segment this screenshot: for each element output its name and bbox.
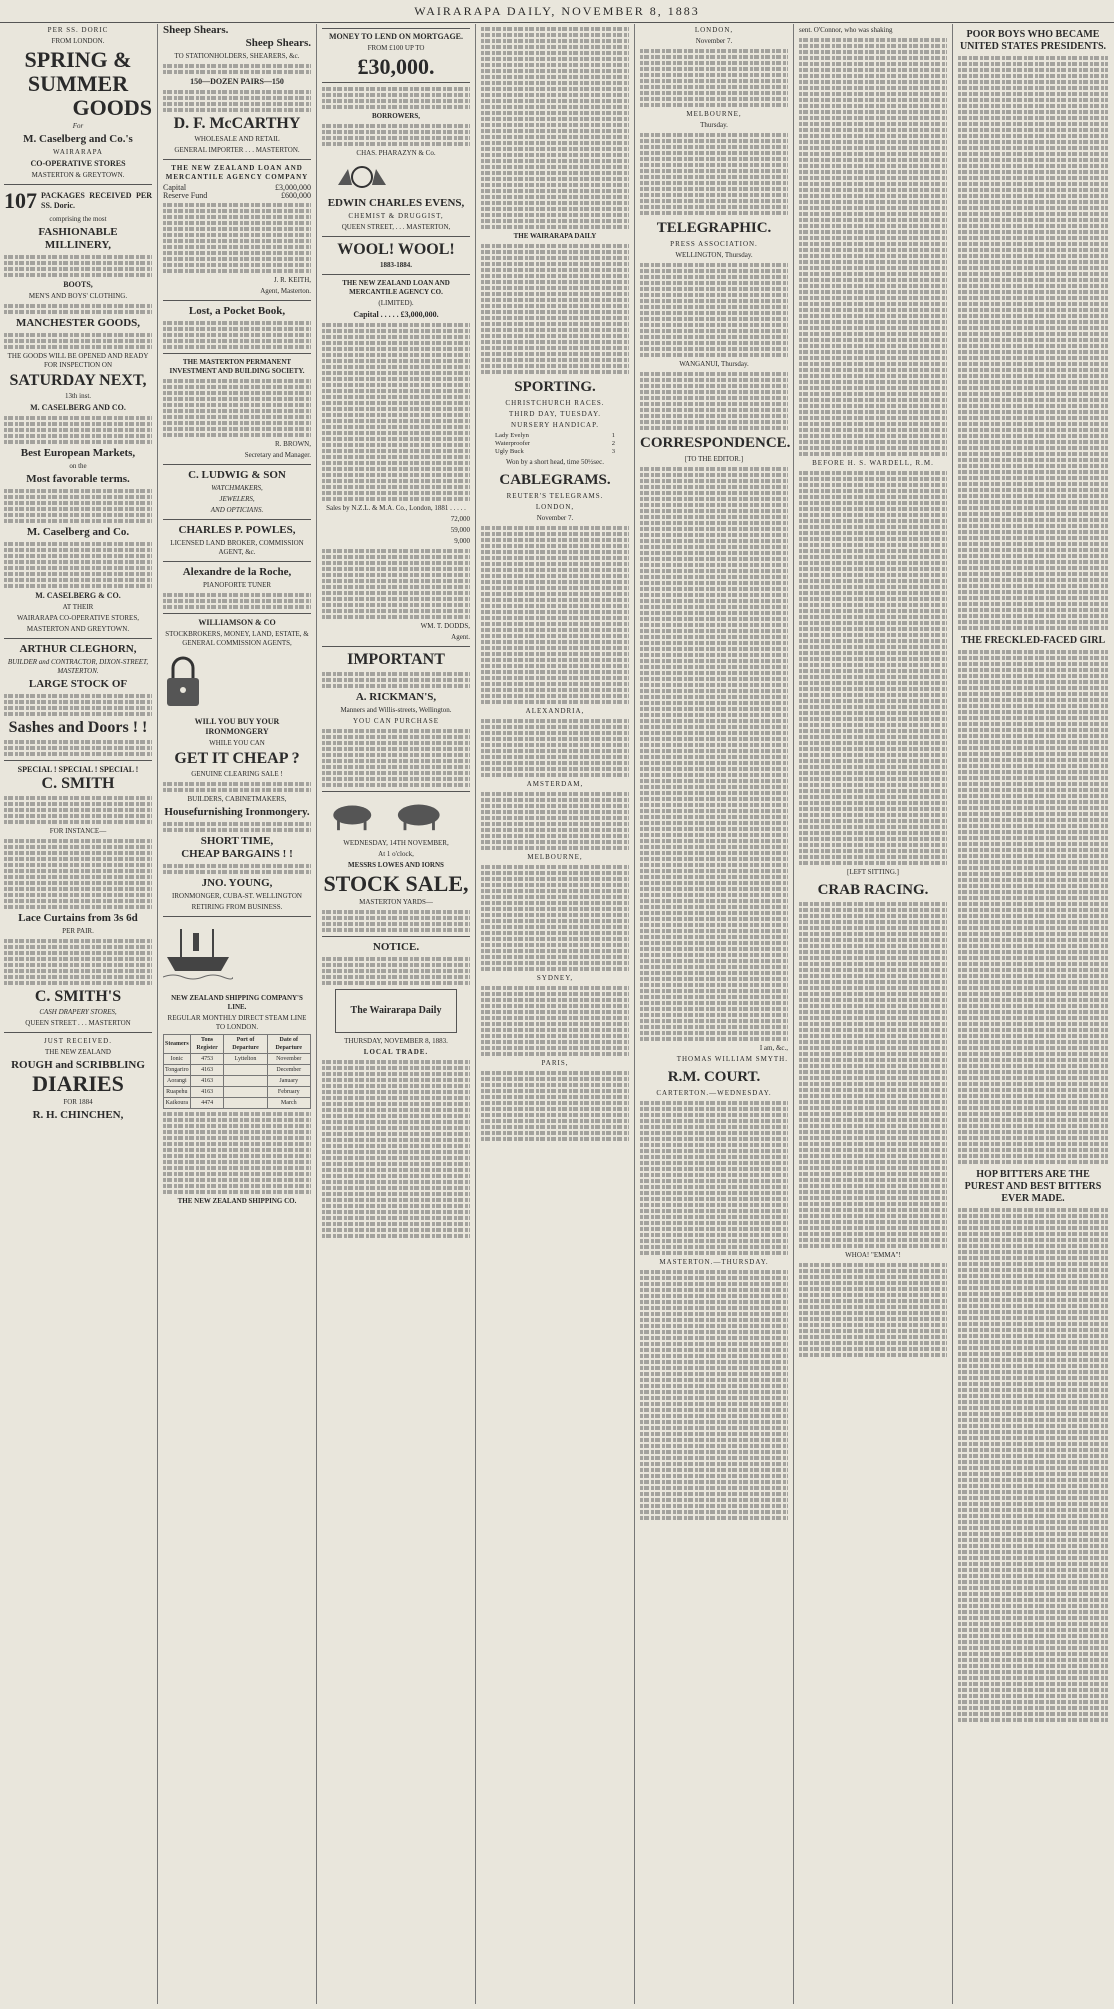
smith-heading: C. SMITH <box>41 775 115 792</box>
column-2 <box>159 24 315 2004</box>
short-heading: SHORT TIME, <box>200 835 274 847</box>
column-rule <box>157 24 158 2004</box>
shears-heading-2: Sheep Shears. <box>245 37 311 49</box>
best-markets: Best European Markets, <box>20 447 136 459</box>
stockbrokers-label: STOCKBROKERS, MONEY, LAND, ESTATE, & GENERAL COMMISSION AGENTS, <box>165 630 309 647</box>
money-amount: £30,000. <box>357 54 435 79</box>
table-cell <box>224 1098 267 1109</box>
builders-label: BUILDERS, CABINETMAKERS, <box>187 795 287 803</box>
keith-name: J. R. KEITH, <box>273 276 311 284</box>
nz-loan-heading: THE NEW ZEALAND LOAN AND MERCANTILE AGENCY CO. <box>342 279 450 296</box>
editor-label: [TO THE EDITOR.] <box>684 455 744 463</box>
table-cell: Ruapehu <box>164 1087 191 1098</box>
house-heading: Housefurnishing Ironmongery. <box>164 806 310 818</box>
melbourne-dateline-5: MELBOURNE, <box>686 110 742 118</box>
importer-label: GENERAL IMPORTER . . . MASTERTON. <box>174 146 300 154</box>
fashionable-heading: FASHIONABLE <box>38 226 118 238</box>
column-4 <box>477 24 633 2004</box>
sales-value: 59,000 <box>450 526 470 534</box>
table-cell: Tongariro <box>164 1065 191 1076</box>
column-5 <box>636 24 792 2004</box>
purchase-label: YOU CAN PURCHASE <box>352 717 439 725</box>
ludwig-heading: C. LUDWIG & SON <box>188 469 286 481</box>
royal-arms-icon <box>322 163 402 191</box>
capital-value: £3,000,000 <box>275 183 311 192</box>
for-label: For <box>72 122 84 130</box>
firm-name-4: M. CASELBERG & CO. <box>35 591 121 600</box>
chemist-label: CHEMIST & DRUGGIST, <box>348 212 444 220</box>
placing-row <box>481 432 629 440</box>
jewelers-label: JEWELERS, <box>219 495 255 503</box>
brown-title: Secretary and Manager. <box>244 451 311 459</box>
shears-heading: Sheep Shears. <box>163 24 229 36</box>
rickman-heading: A. RICKMAN'S, <box>355 691 437 703</box>
horse-name: Waterproofer <box>495 440 530 447</box>
table-cell: 4163 <box>190 1076 224 1087</box>
amsterdam-dateline: AMSTERDAM, <box>526 780 584 788</box>
loan-heading: THE NEW ZEALAND LOAN AND MERCANTILE AGENCY COMPANY <box>165 164 309 181</box>
masterton-heading: MASTERTON.—THURSDAY. <box>659 1258 769 1266</box>
shipping-company: THE NEW ZEALAND SHIPPING CO. <box>177 1197 297 1205</box>
table-cell: March <box>267 1098 311 1109</box>
from-label: FROM LONDON. <box>51 37 105 45</box>
borrowers-label: BORROWERS, <box>371 112 421 120</box>
placing-row <box>481 440 629 448</box>
retiring-label: RETIRING FROM BUSINESS. <box>191 903 283 911</box>
wardell-heading: BEFORE H. S. WARDELL, R.M. <box>812 459 934 467</box>
wool-season: 1883-1884. <box>379 261 413 269</box>
brown-name: R. BROWN, <box>275 440 311 448</box>
capital-heading: Capital . . . . . £3,000,000. <box>353 310 439 319</box>
steamship-icon <box>163 925 233 985</box>
london-dateline: LONDON, <box>535 503 575 511</box>
telegraphic-heading: TELEGRAPHIC. <box>656 220 772 236</box>
horse-place: 1 <box>611 432 615 439</box>
sporting-heading: SPORTING. <box>514 379 596 395</box>
cable-heading: CABLEGRAMS. <box>499 472 611 488</box>
summer-heading: SUMMER <box>27 71 129 96</box>
evens-heading: EDWIN CHARLES EVENS, <box>327 197 465 209</box>
sign-label: I am, &c., <box>759 1044 788 1052</box>
spring-heading: SPRING & <box>24 47 132 72</box>
table-cell <box>224 1065 267 1076</box>
millinery-heading: MILLINERY, <box>44 239 112 251</box>
sales-value: 9,000 <box>454 537 470 545</box>
nov7-dateline-5: November 7. <box>695 37 733 45</box>
wool-heading: WOOL! WOOL! <box>337 241 455 258</box>
table-cell: January <box>267 1076 311 1087</box>
goods-heading: GOODS <box>72 95 152 120</box>
table-header: Date of Departure <box>267 1035 311 1054</box>
col6-first-line: sent. O'Connor, who was shaking <box>799 26 893 34</box>
column-rule <box>952 24 953 2004</box>
dozen-heading: 150—DOZEN PAIRS—150 <box>190 77 284 86</box>
comprising-label: comprising the most <box>49 215 107 223</box>
town-label: WAIRARAPA <box>53 148 103 156</box>
bargains-heading: CHEAP BARGAINS ! ! <box>181 848 293 860</box>
stock-date: WEDNESDAY, 14TH NOVEMBER, <box>343 839 449 847</box>
table-row <box>164 1087 311 1098</box>
nov7-dateline: November 7. <box>536 514 574 522</box>
chinchen-name: R. H. CHINCHEN, <box>32 1109 124 1121</box>
table-cell: 4753 <box>190 1054 224 1065</box>
reserve-label: Reserve Fund <box>163 191 208 200</box>
places-label-2: MASTERTON AND GREYTOWN. <box>26 625 130 633</box>
regular-label: REGULAR MONTHLY DIRECT STEAM LINE TO LONDON. <box>167 1014 307 1031</box>
stock-heading: LARGE STOCK OF <box>28 678 128 690</box>
terms-heading: Most favorable terms. <box>26 473 130 485</box>
table-cell: November <box>267 1054 311 1065</box>
left-sitting: [LEFT SITTING.] <box>847 868 899 876</box>
london-dateline-5: LONDON, <box>694 26 734 34</box>
permanent-heading: THE MASTERTON PERMANENT INVESTMENT AND BUILDING SOCIETY. <box>169 358 305 375</box>
queen-label: QUEEN STREET, . . . MASTERTON, <box>341 223 451 231</box>
firm-name-3: M. Caselberg and Co. <box>26 526 130 538</box>
table-cell: Ionic <box>164 1054 191 1065</box>
received-label: JUST RECEIVED. <box>44 1037 112 1045</box>
column-1 <box>0 24 156 2004</box>
builder-name: ARTHUR CLEGHORN, <box>19 643 137 655</box>
table-cell <box>224 1076 267 1087</box>
saturday-heading: SATURDAY NEXT, <box>9 372 147 389</box>
firm-name-2: M. CASELBERG AND CO. <box>30 403 126 412</box>
merchant-label: WHOLESALE AND RETAIL <box>194 135 280 143</box>
builder-sub: BUILDER and CONTRACTOR, DIXON-STREET, MASTERTON. <box>7 658 149 675</box>
broker-label: LICENSED LAND BROKER, COMMISSION AGENT, &c. <box>170 539 304 556</box>
diaries-heading: DIARIES <box>32 1071 124 1096</box>
stock-place: MASTERTON YARDS— <box>359 898 433 906</box>
local-heading: LOCAL TRADE. <box>363 1048 429 1056</box>
on-the-label: on the <box>69 462 87 470</box>
pair-label: PER PAIR. <box>62 927 94 935</box>
table-cell: 4163 <box>190 1065 224 1076</box>
at-their-label: AT THEIR <box>62 603 94 611</box>
table-row <box>164 1065 311 1076</box>
horse-name: Lady Evelyn <box>495 432 529 439</box>
stores-label: CO-OPERATIVE STORES <box>30 159 126 168</box>
column-rule <box>634 24 635 2004</box>
table-cell: 4163 <box>190 1087 224 1098</box>
table-cell: Aorangi <box>164 1076 191 1087</box>
correspondence-heading: CORRESPONDENCE. <box>640 435 791 451</box>
stock-time: At 1 o'clock, <box>378 850 414 858</box>
dodds-name: WM. T. DODDS, <box>420 622 470 630</box>
shipping-heading: NEW ZEALAND SHIPPING COMPANY'S LINE. <box>171 994 303 1011</box>
money-heading: MONEY TO LEND ON MORTGAGE. <box>328 32 464 41</box>
mccarthy-heading: D. F. McCARTHY <box>173 115 301 132</box>
notice-heading: NOTICE. <box>372 941 420 953</box>
zealand-label: THE NEW ZEALAND <box>45 1048 111 1056</box>
lace-heading: Lace Curtains from 3s 6d <box>18 912 138 924</box>
placing-row <box>481 448 629 456</box>
money-from: FROM £100 UP TO <box>367 44 425 52</box>
hop-heading: HOP BITTERS ARE THE PUREST AND BEST BITTERS EVER MADE. <box>964 1169 1102 1204</box>
nursery-heading: NURSERY HANDICAP. <box>511 421 599 429</box>
opticians-label: AND OPTICIANS. <box>210 506 264 514</box>
to-label: TO STATIONHOLDERS, SHEARERS, &c. <box>174 52 300 60</box>
paper-title-text: The Wairarapa Daily <box>350 1005 442 1016</box>
wanganui-dateline: WANGANUI, Thursday. <box>679 360 749 368</box>
daily-heading: THE WAIRARAPA DAILY <box>513 232 597 240</box>
livestock-icon <box>322 796 468 834</box>
packages-label: PACKAGES RECEIVED PER SS. Doric. <box>41 191 152 210</box>
lowes-heading: MESSRS LOWES AND IORNS <box>348 861 444 869</box>
horse-place: 2 <box>611 440 615 447</box>
delaroche-heading: Alexandre de la Roche, <box>182 566 292 578</box>
table-row <box>164 1054 311 1065</box>
sales-values <box>322 515 470 546</box>
watchmakers-label: WATCHMAKERS, <box>211 484 263 492</box>
table-header: Tons Register <box>190 1035 224 1054</box>
year-label: FOR 1884 <box>63 1098 93 1106</box>
keith-agent: Agent, Masterton. <box>260 287 311 295</box>
steamer-table <box>163 1034 311 1109</box>
column-6 <box>795 24 951 2004</box>
genuine-label: GENUINE CLEARING SALE ! <box>191 770 283 778</box>
table-cell: Kaikoura <box>164 1098 191 1109</box>
reuter-heading: REUTER'S TELEGRAMS. <box>506 492 604 500</box>
manchester-heading: MANCHESTER GOODS, <box>15 317 141 329</box>
dodds-title: Agent. <box>451 633 470 641</box>
whoa-label: WHOA! "EMMA"! <box>845 1251 901 1259</box>
table-cell: Lyttelton <box>224 1054 267 1065</box>
wellington-dateline: WELLINGTON, Thursday. <box>675 251 753 259</box>
table-cell: February <box>267 1087 311 1098</box>
powles-heading: CHARLES P. POWLES, <box>178 524 296 536</box>
packages-number: 107 <box>4 188 37 213</box>
drapery-label: CASH DRAPERY STORES, <box>39 1008 117 1016</box>
chas-label: CHAS. PHARAZYN & Co. <box>356 149 436 157</box>
tuner-label: PIANOFORTE TUNER <box>202 581 272 589</box>
places-label: MASTERTON & GREYTOWN. <box>31 171 125 179</box>
date-label: 13th inst. <box>64 392 92 400</box>
young-address: IRONMONGER, CUBA-ST. WELLINGTON <box>172 892 302 900</box>
sales-value: 72,000 <box>450 515 470 523</box>
clothing-heading: MEN'S AND BOYS' CLOTHING. <box>28 292 128 300</box>
thursday-dateline: Thursday. <box>700 121 728 129</box>
freckle-heading: THE FRECKLED-FACED GIRL <box>960 635 1106 646</box>
rickman-sub: Manners and Willis-streets, Wellington. <box>340 706 452 714</box>
boots-heading: BOOTS, <box>63 280 93 289</box>
carterton-heading: CARTERTON.—WEDNESDAY. <box>656 1089 772 1097</box>
street-label: QUEEN STREET . . . MASTERTON <box>25 1019 131 1027</box>
smiths-heading: C. SMITH'S <box>34 988 122 1005</box>
special-heading: SPECIAL ! SPECIAL ! SPECIAL ! <box>17 765 139 774</box>
reserve-value: £600,000 <box>281 191 311 200</box>
column-rule <box>475 24 476 2004</box>
paper-date: THURSDAY, NOVEMBER 8, 1883. <box>344 1037 448 1045</box>
important-heading: IMPORTANT <box>347 651 445 668</box>
inspect-note: THE GOODS WILL BE OPENED AND READY FOR INSPECTION ON <box>7 352 149 369</box>
table-row <box>164 1076 311 1087</box>
signer-name: THOMAS WILLIAM SMYTH. <box>676 1055 788 1063</box>
table-header: Steamers <box>164 1035 191 1054</box>
alex-dateline: ALEXANDRIA, <box>525 707 585 715</box>
races-heading: CHRISTCHURCH RACES. <box>505 399 605 407</box>
stock-sale-heading: STOCK SALE, <box>323 871 469 896</box>
melbourne-dateline: MELBOURNE, <box>527 853 583 861</box>
column-rule <box>316 24 317 2004</box>
sashes-heading: Sashes and Doors ! ! <box>8 719 148 736</box>
court-heading: R.M. COURT. <box>667 1069 761 1085</box>
cheap-label: WHILE YOU CAN <box>209 739 265 747</box>
table-header: Port of Departure <box>224 1035 267 1054</box>
horse-name: Ugly Buck <box>495 448 524 455</box>
limited-label: (LIMITED). <box>378 299 414 307</box>
capital-label: Capital <box>163 183 187 192</box>
paper-title <box>335 989 457 1033</box>
column-7 <box>954 24 1112 2004</box>
coop-label: WAIRARAPA CO-OPERATIVE STORES, <box>17 614 139 622</box>
reserve-row <box>163 192 311 200</box>
williamson-heading: WILLIAMSON & CO <box>198 618 276 627</box>
table-cell <box>224 1087 267 1098</box>
poor-boys-heading: POOR BOYS WHO BECAME UNITED STATES PRESIDENTS. <box>959 29 1107 52</box>
table-row <box>164 1098 311 1109</box>
ship-name: PER SS. DORIC <box>47 26 109 34</box>
padlock-icon <box>163 654 203 710</box>
column-rule <box>793 24 794 2004</box>
masthead: WAIRARAPA DAILY, NOVEMBER 8, 1883 <box>0 0 1114 23</box>
sydney-dateline: SYDNEY, <box>536 974 574 982</box>
press-label: PRESS ASSOCIATION. <box>670 240 758 248</box>
won-line: Won by a short head, time 50½sec. <box>506 458 604 466</box>
lost-heading: Lost, a Pocket Book, <box>188 305 286 317</box>
young-heading: JNO. YOUNG, <box>201 877 273 889</box>
table-cell: December <box>267 1065 311 1076</box>
horse-place: 3 <box>611 448 615 455</box>
third-day: THIRD DAY, TUESDAY. <box>508 410 601 418</box>
get-heading: GET IT CHEAP ? <box>174 750 300 767</box>
money-ad <box>322 28 470 83</box>
table-cell: 4474 <box>190 1098 224 1109</box>
rough-heading: ROUGH and SCRIBBLING <box>11 1059 145 1071</box>
column-3 <box>318 24 474 2004</box>
sales-line: Sales by N.Z.L. & M.A. Co., London, 1881 . . . . . <box>326 504 466 512</box>
iron-heading: WILL YOU BUY YOUR IRONMONGERY <box>194 717 280 736</box>
paris-dateline: PARIS, <box>541 1059 569 1067</box>
placings-list <box>481 432 629 456</box>
crab-heading: CRAB RACING. <box>817 882 929 898</box>
instance-label: FOR INSTANCE— <box>49 827 107 835</box>
firm-name: M. Caselberg and Co.'s <box>23 133 133 145</box>
